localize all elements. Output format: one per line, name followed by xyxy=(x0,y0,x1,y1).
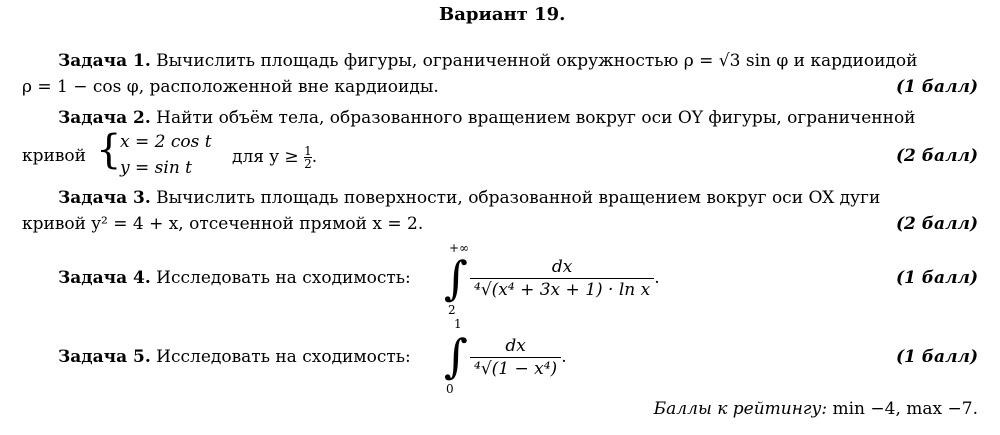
integral-sign: ∫ xyxy=(444,251,468,305)
task-5-lower-limit: 0 xyxy=(446,382,454,396)
task-5-denominator: ⁴√(1 − x⁴) xyxy=(470,357,561,380)
rating-line xyxy=(654,398,978,420)
task-3-points: (2 балл) xyxy=(895,214,978,234)
fraction-numerator: 1 xyxy=(304,144,312,158)
task-4-points: (1 балл) xyxy=(895,268,978,288)
task-4-integrand xyxy=(470,256,654,301)
task-1-points: (1 балл) xyxy=(895,77,978,97)
task-3-line-1 xyxy=(58,187,880,209)
task-4-denominator: ⁴√(x⁴ + 3x + 1) · ln x xyxy=(470,278,654,301)
task-5-line xyxy=(58,346,411,368)
task-5-points: (1 балл) xyxy=(895,347,978,367)
task-4-text: Исследовать на сходимость: xyxy=(156,268,411,288)
task-2-prefix: кривой xyxy=(22,146,86,166)
task-2-points: (2 балл) xyxy=(895,146,978,166)
task-5-numerator: dx xyxy=(505,336,526,356)
task-2-condition: для y ≥ $\frac{1}{2}$ . xyxy=(232,144,318,171)
task-5-text: Исследовать на сходимость: xyxy=(156,347,411,367)
task-2-line-1 xyxy=(58,107,916,129)
task-5-fraction: $\frac{dx}{\text{⁴√(1 − x⁴)}}$ . xyxy=(470,335,567,380)
rating-value: min −4, max −7. xyxy=(832,399,978,419)
task-4-lower-limit: 2 xyxy=(448,303,456,317)
task-5-upper-limit: 1 xyxy=(454,317,462,331)
task-4-label: Задача 4. xyxy=(58,268,151,288)
rating-label: Баллы к рейтингу: xyxy=(653,399,828,419)
task-1-text: Вычислить площадь фигуры, ограниченной окружностью ρ = √3 sin φ и кардиоидой xyxy=(156,51,918,71)
task-2-condition-text: для y ≥ xyxy=(232,147,299,167)
task-4-upper-limit: +∞ xyxy=(449,241,470,255)
variant-title: Вариант 19. xyxy=(439,4,566,25)
task-5-integrand xyxy=(470,335,561,380)
task-1-label: Задача 1. xyxy=(58,51,151,71)
task-4-numerator: dx xyxy=(551,257,573,277)
task-1-line-2: ρ = 1 − cos φ, расположенной вне кардиоиды. xyxy=(22,77,439,97)
system-brace: { xyxy=(96,127,122,173)
task-2-condition-fraction xyxy=(304,145,312,170)
task-5-label: Задача 5. xyxy=(58,347,151,367)
task-2-label: Задача 2. xyxy=(58,108,151,128)
task-3-text: Вычислить площадь поверхности, образованной вращением вокруг оси OX дуги xyxy=(156,188,881,208)
fraction-denominator: 2 xyxy=(304,157,312,171)
task-4-line xyxy=(58,267,411,289)
integral-sign: ∫ xyxy=(444,329,468,383)
task-4-fraction: $\frac{dx}{\text{⁴√(x⁴ + 3x + 1) · ln x}}$ . xyxy=(470,256,660,301)
task-2-text: Найти объём тела, образованного вращением вокруг оси OY фигуры, ограниченной xyxy=(156,108,916,128)
task-2-system-eq-1: x = 2 cos t xyxy=(120,132,212,152)
task-1-line-1 xyxy=(58,50,917,72)
task-3-label: Задача 3. xyxy=(58,188,151,208)
task-3-line-2: кривой y² = 4 + x, отсеченной прямой x = 2. xyxy=(22,214,424,234)
task-2-system-eq-2: y = sin t xyxy=(120,158,193,178)
